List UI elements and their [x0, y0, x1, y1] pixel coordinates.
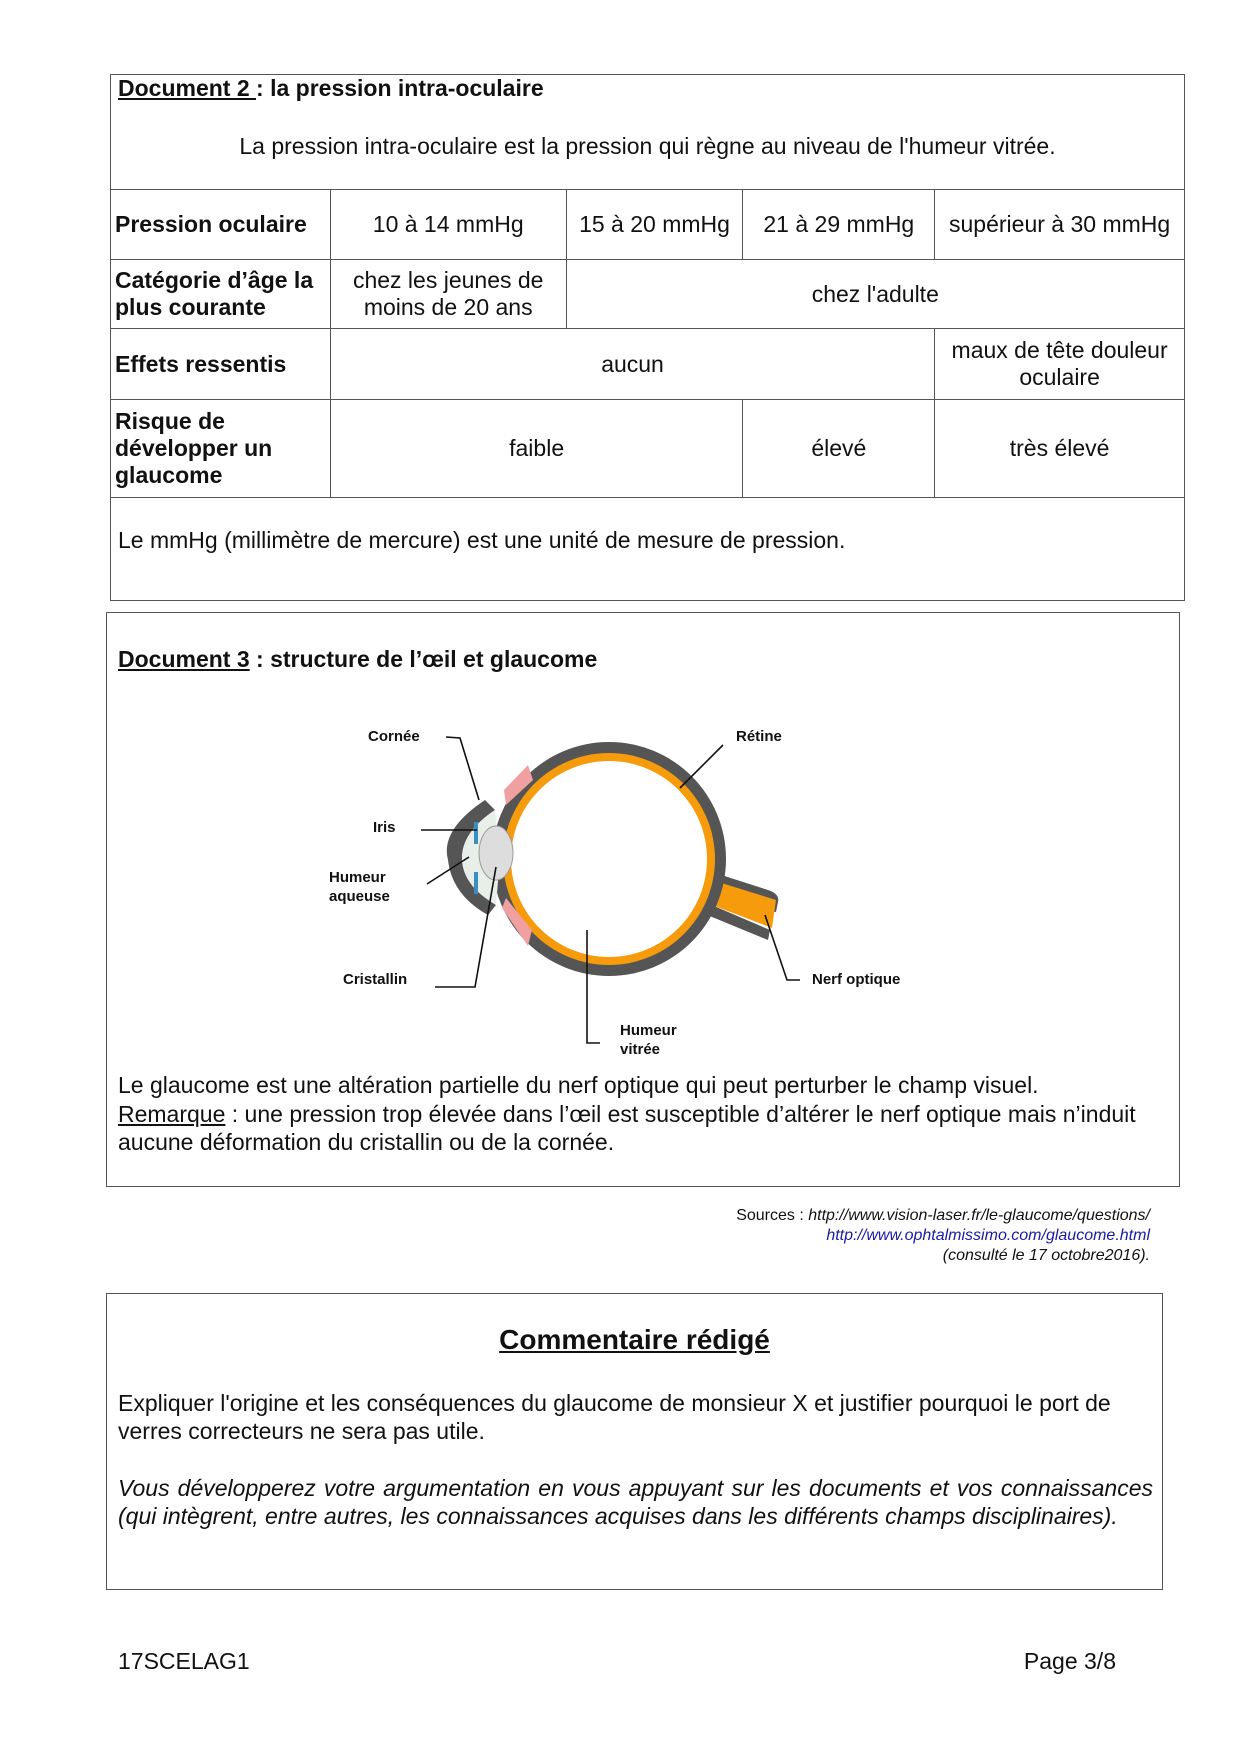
iris-bottom	[474, 872, 478, 894]
table-cell: maux de tête douleur oculaire	[935, 329, 1185, 400]
row-header: Catégorie d’âge la plus courante	[111, 260, 331, 329]
row-header: Pression oculaire	[111, 190, 331, 260]
source-url-2[interactable]: http://www.ophtalmissimo.com/glaucome.html	[826, 1227, 1150, 1244]
table-cell: supérieur à 30 mmHg	[935, 190, 1185, 260]
table-cell: très élevé	[935, 400, 1185, 498]
label-cornee: Cornée	[368, 728, 420, 745]
commentaire-instruction: Vous développerez votre argumentation en vous appuyant sur les documents et vos connaissances (qui intègrent, entre autres, les connaissances acquises dans les différents champs disciplinaires).	[118, 1475, 1153, 1529]
row-header: Risque de développer un glaucome	[111, 400, 331, 498]
source-url-1[interactable]: http://www.vision-laser.fr/le-glaucome/questions/	[808, 1207, 1150, 1224]
table-cell: faible	[330, 400, 743, 498]
remark-label: Remarque	[118, 1101, 226, 1127]
label-line: Humeur	[620, 1022, 677, 1039]
remark-text: : une pression trop élevée dans l’œil est susceptible d’altérer le nerf optique mais n’induit aucune déformation du cristallin ou de la cornée.	[118, 1101, 1136, 1155]
table-cell: aucun	[330, 329, 934, 400]
label-iris: Iris	[373, 819, 396, 836]
document-2-intro: La pression intra-oculaire est la pression qui règne au niveau de l'humeur vitrée.	[239, 133, 1056, 159]
label-nerf-optique: Nerf optique	[812, 971, 901, 988]
table-cell: chez les jeunes de moins de 20 ans	[330, 260, 566, 329]
footer-code: 17SCELAG1	[118, 1648, 250, 1674]
document-3-title-text: : structure de l’œil et glaucome	[249, 646, 598, 672]
sources-line	[736, 1206, 1150, 1226]
label-line: vitrée	[620, 1041, 661, 1058]
retine-leader	[680, 745, 723, 788]
cornee-leader	[446, 737, 479, 800]
sources	[736, 1206, 1150, 1266]
label-retine: Rétine	[736, 728, 782, 745]
table-cell: 15 à 20 mmHg	[566, 190, 743, 260]
table-cell: élevé	[743, 400, 935, 498]
document-2-title-text: : la pression intra-oculaire	[256, 75, 544, 101]
table-cell: 21 à 29 mmHg	[743, 190, 935, 260]
label-line: aqueuse	[329, 888, 390, 905]
row-header: Effets ressentis	[111, 329, 331, 400]
document-3-label: Document 3	[118, 646, 250, 672]
glaucome-definition: Le glaucome est une altération partielle du nerf optique qui peut perturber le champ visuel.	[118, 1072, 1039, 1098]
vitreous-humor	[511, 761, 707, 957]
table-cell: 10 à 14 mmHg	[330, 190, 566, 260]
iris-top	[474, 822, 478, 844]
document-2-label: Document 2	[118, 75, 257, 101]
remark	[118, 1100, 1168, 1156]
label-humeur-aqueuse	[329, 868, 390, 906]
mmhg-note: Le mmHg (millimètre de mercure) est une unité de mesure de pression.	[118, 527, 846, 553]
label-humeur-vitree	[620, 1021, 677, 1059]
footer-page-number: Page 3/8	[1023, 1648, 1116, 1674]
consulted-date: (consulté le 17 octobre2016).	[942, 1247, 1150, 1264]
commentaire-question: Expliquer l'origine et les conséquences du glaucome de monsieur X et justifier pourquoi le port de verres correcteurs ne sera pas utile.	[118, 1390, 1111, 1444]
label-cristallin: Cristallin	[343, 971, 408, 988]
table-cell: chez l'adulte	[566, 260, 1184, 329]
label-line: Humeur	[329, 869, 386, 886]
lens	[479, 826, 513, 880]
sources-label: Sources :	[736, 1207, 809, 1224]
commentaire-title: Commentaire rédigé	[499, 1324, 770, 1355]
